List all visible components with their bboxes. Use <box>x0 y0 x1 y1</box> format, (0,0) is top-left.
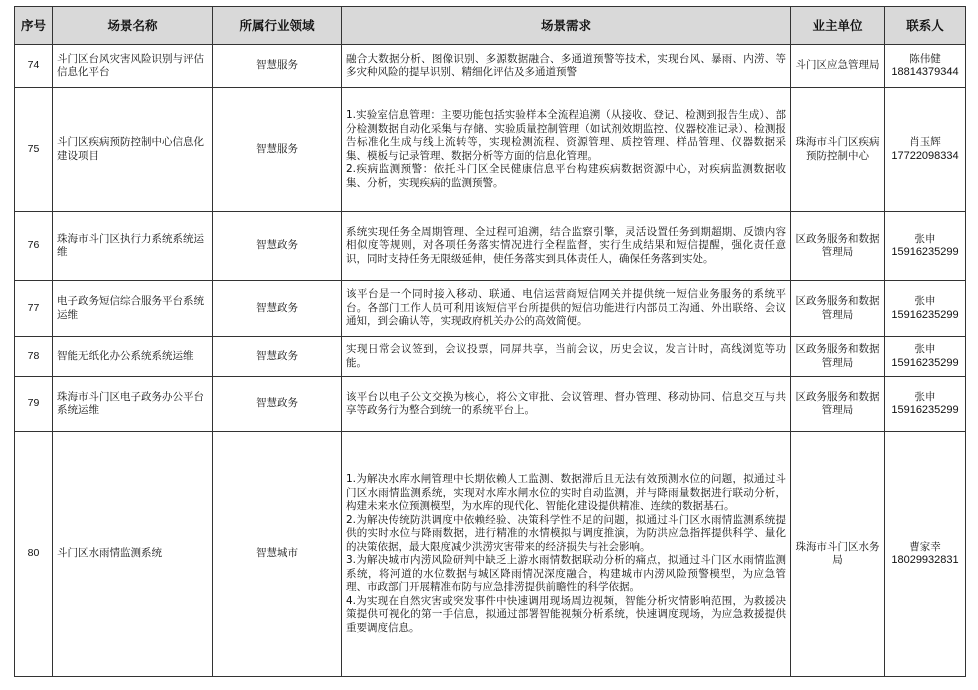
contact-name: 张申 <box>914 390 936 403</box>
row-need <box>342 337 791 377</box>
row-owner: 区政务服务和数据管理局 <box>791 337 885 377</box>
row-need <box>342 45 791 88</box>
row-contact <box>885 88 966 212</box>
contact-phone: 15916235299 <box>891 404 959 416</box>
row-industry: 智慧政务 <box>213 337 342 377</box>
header-no: 序号 <box>15 7 53 45</box>
row-contact <box>885 432 966 677</box>
need-paragraph: 融合大数据分析、图像识别、多源数据融合、多通道预警等技术，实现台风、暴雨、内涝、等多灾种风险的提早识别、精细化评估及多通道预警 <box>346 52 786 78</box>
need-paragraph: 2.为解决传统防洪调度中依赖经验、决策科学性不足的问题，拟通过斗门区水雨情监测系统提供的实时水位与降雨数据，进行精准的水情模拟与调度推演，为防洪应急指挥提供科学、量化的决策依据，最大限度减少洪涝灾害带来的经济损失与社会影响。 <box>346 513 786 553</box>
row-name: 智能无纸化办公系统系统运维 <box>53 337 213 377</box>
header-contact: 联系人 <box>885 7 966 45</box>
need-paragraph: 4.为实现在自然灾害或突发事件中快速调用现场周边视频，智能分析灾情影响范围，为救援决策提供可视化的第一手信息，拟通过部署智能视频分析系统，快速调度现场，为应急救援提供重要调度信息。 <box>346 594 786 634</box>
need-paragraph: 3.为解决城市内涝风险研判中缺乏上游水雨情数据联动分析的痛点，拟通过斗门区水雨情监测系统，将河道的水位数据与城区降雨情况深度融合，构建城市内涝风险预警模型，为应急管理、市政部门开展精准布防与应急排涝提供前瞻性的科学依据。 <box>346 554 786 593</box>
row-name: 斗门区水雨情监测系统 <box>53 432 213 677</box>
contact-name: 陈伟健 <box>909 52 941 65</box>
row-contact <box>885 337 966 377</box>
row-no: 76 <box>15 212 53 281</box>
row-need <box>342 88 791 212</box>
row-owner: 珠海市斗门区疾病预防控制中心 <box>791 88 885 212</box>
row-name: 斗门区疾病预防控制中心信息化建设项目 <box>53 88 213 212</box>
row-no: 79 <box>15 377 53 432</box>
header-industry: 所属行业领域 <box>213 7 342 45</box>
row-owner: 斗门区应急管理局 <box>791 45 885 88</box>
row-industry: 智慧城市 <box>213 432 342 677</box>
contact-name: 张申 <box>914 343 936 355</box>
row-no: 77 <box>15 281 53 337</box>
header-row <box>15 7 966 45</box>
contact-name: 曹家幸 <box>909 540 941 553</box>
contact-phone: 15916235299 <box>891 246 959 258</box>
row-industry: 智慧政务 <box>213 212 342 281</box>
row-no: 75 <box>15 88 53 212</box>
need-paragraph: 1.实验室信息管理：主要功能包括实验样本全流程追溯（从接收、登记、检测到报告生成）、部分检测数据自动化采集与存储、实验质量控制管理（如试剂效期监控、仪器校准记录）、检测报告标准化生成与线上流转等，实现检测流程、资源管理、质控管理、样品管理、仪器数据采集、模板与记录管理、数据分析等方面的信息化管理。 <box>346 109 786 162</box>
contact-name: 肖玉辉 <box>909 136 941 148</box>
contact-phone: 15916235299 <box>891 308 959 321</box>
row-contact <box>885 377 966 432</box>
row-name: 珠海市斗门区电子政务办公平台系统运维 <box>53 377 213 432</box>
need-paragraph: 2.疾病监测预警：依托斗门区全民健康信息平台构建疾病数据资源中心，对疾病监测数据收集、分析，实现疾病的监测预警。 <box>346 163 786 189</box>
need-paragraph: 该平台是一个同时接入移动、联通、电信运营商短信网关并提供统一短信业务服务的系统平台。各部门工作人员可利用该短信平台所提供的短信功能进行内部员工沟通、外出联络、会议通知，到会确认等，实现政府机关办公的高效简便。 <box>346 288 786 328</box>
need-paragraph: 该平台以电子公文交换为核心，将公文审批、会议管理、督办管理、移动协同、信息交互与共享等政务行为整合到统一的系统平台上。 <box>346 390 786 416</box>
row-industry: 智慧服务 <box>213 88 342 212</box>
row-contact <box>885 281 966 337</box>
row-industry: 智慧政务 <box>213 281 342 337</box>
row-industry: 智慧政务 <box>213 377 342 432</box>
row-contact <box>885 212 966 281</box>
row-industry: 智慧服务 <box>213 45 342 88</box>
row-no: 78 <box>15 337 53 377</box>
scene-table <box>14 6 966 677</box>
need-paragraph: 系统实现任务全周期管理、全过程可追溯，结合监察引擎，灵活设置任务到期超期、反馈内容相似度等规则，对各项任务落实情况进行全程监督，实行生成结果和短信提醒，强化责任意识，同时支持任务无限级延伸，使任务落实到具体责任人，确保任务落到实处。 <box>346 225 786 265</box>
row-name: 珠海市斗门区执行力系统系统运维 <box>53 212 213 281</box>
table-body <box>15 45 966 677</box>
contact-name: 张申 <box>914 295 936 307</box>
row-no: 80 <box>15 432 53 677</box>
contact-name: 张申 <box>914 232 936 245</box>
row-contact <box>885 45 966 88</box>
contact-phone: 18029932831 <box>891 554 959 566</box>
row-owner: 区政务服务和数据管理局 <box>791 281 885 337</box>
row-need <box>342 212 791 281</box>
header-need: 场景需求 <box>342 7 791 45</box>
row-owner: 区政务服务和数据管理局 <box>791 212 885 281</box>
row-owner: 珠海市斗门区水务局 <box>791 432 885 677</box>
row-no: 74 <box>15 45 53 88</box>
need-paragraph: 实现日常会议签到，会议投票，同屏共享，当前会议，历史会议，发言计时，高线浏览等功能。 <box>346 343 786 369</box>
contact-phone: 17722098334 <box>891 149 959 162</box>
row-need <box>342 432 791 677</box>
row-name: 电子政务短信综合服务平台系统运维 <box>53 281 213 337</box>
contact-phone: 18814379344 <box>891 66 959 78</box>
header-owner: 业主单位 <box>791 7 885 45</box>
row-need <box>342 377 791 432</box>
header-name: 场景名称 <box>53 7 213 45</box>
row-need <box>342 281 791 337</box>
contact-phone: 15916235299 <box>891 356 959 369</box>
row-name: 斗门区台风灾害风险识别与评估信息化平台 <box>53 45 213 88</box>
need-paragraph: 1.为解决水库水闸管理中长期依赖人工监测、数据滞后且无法有效预测水位的问题，拟通过斗门区水雨情监测系统，实现对水库水闸水位的实时自动监测，并与降雨量数据进行联动分析，构建未来水位预测模型，为水库的现代化、智能化建设提供精准、连续的数据基石。 <box>346 473 786 512</box>
row-owner: 区政务服务和数据管理局 <box>791 377 885 432</box>
